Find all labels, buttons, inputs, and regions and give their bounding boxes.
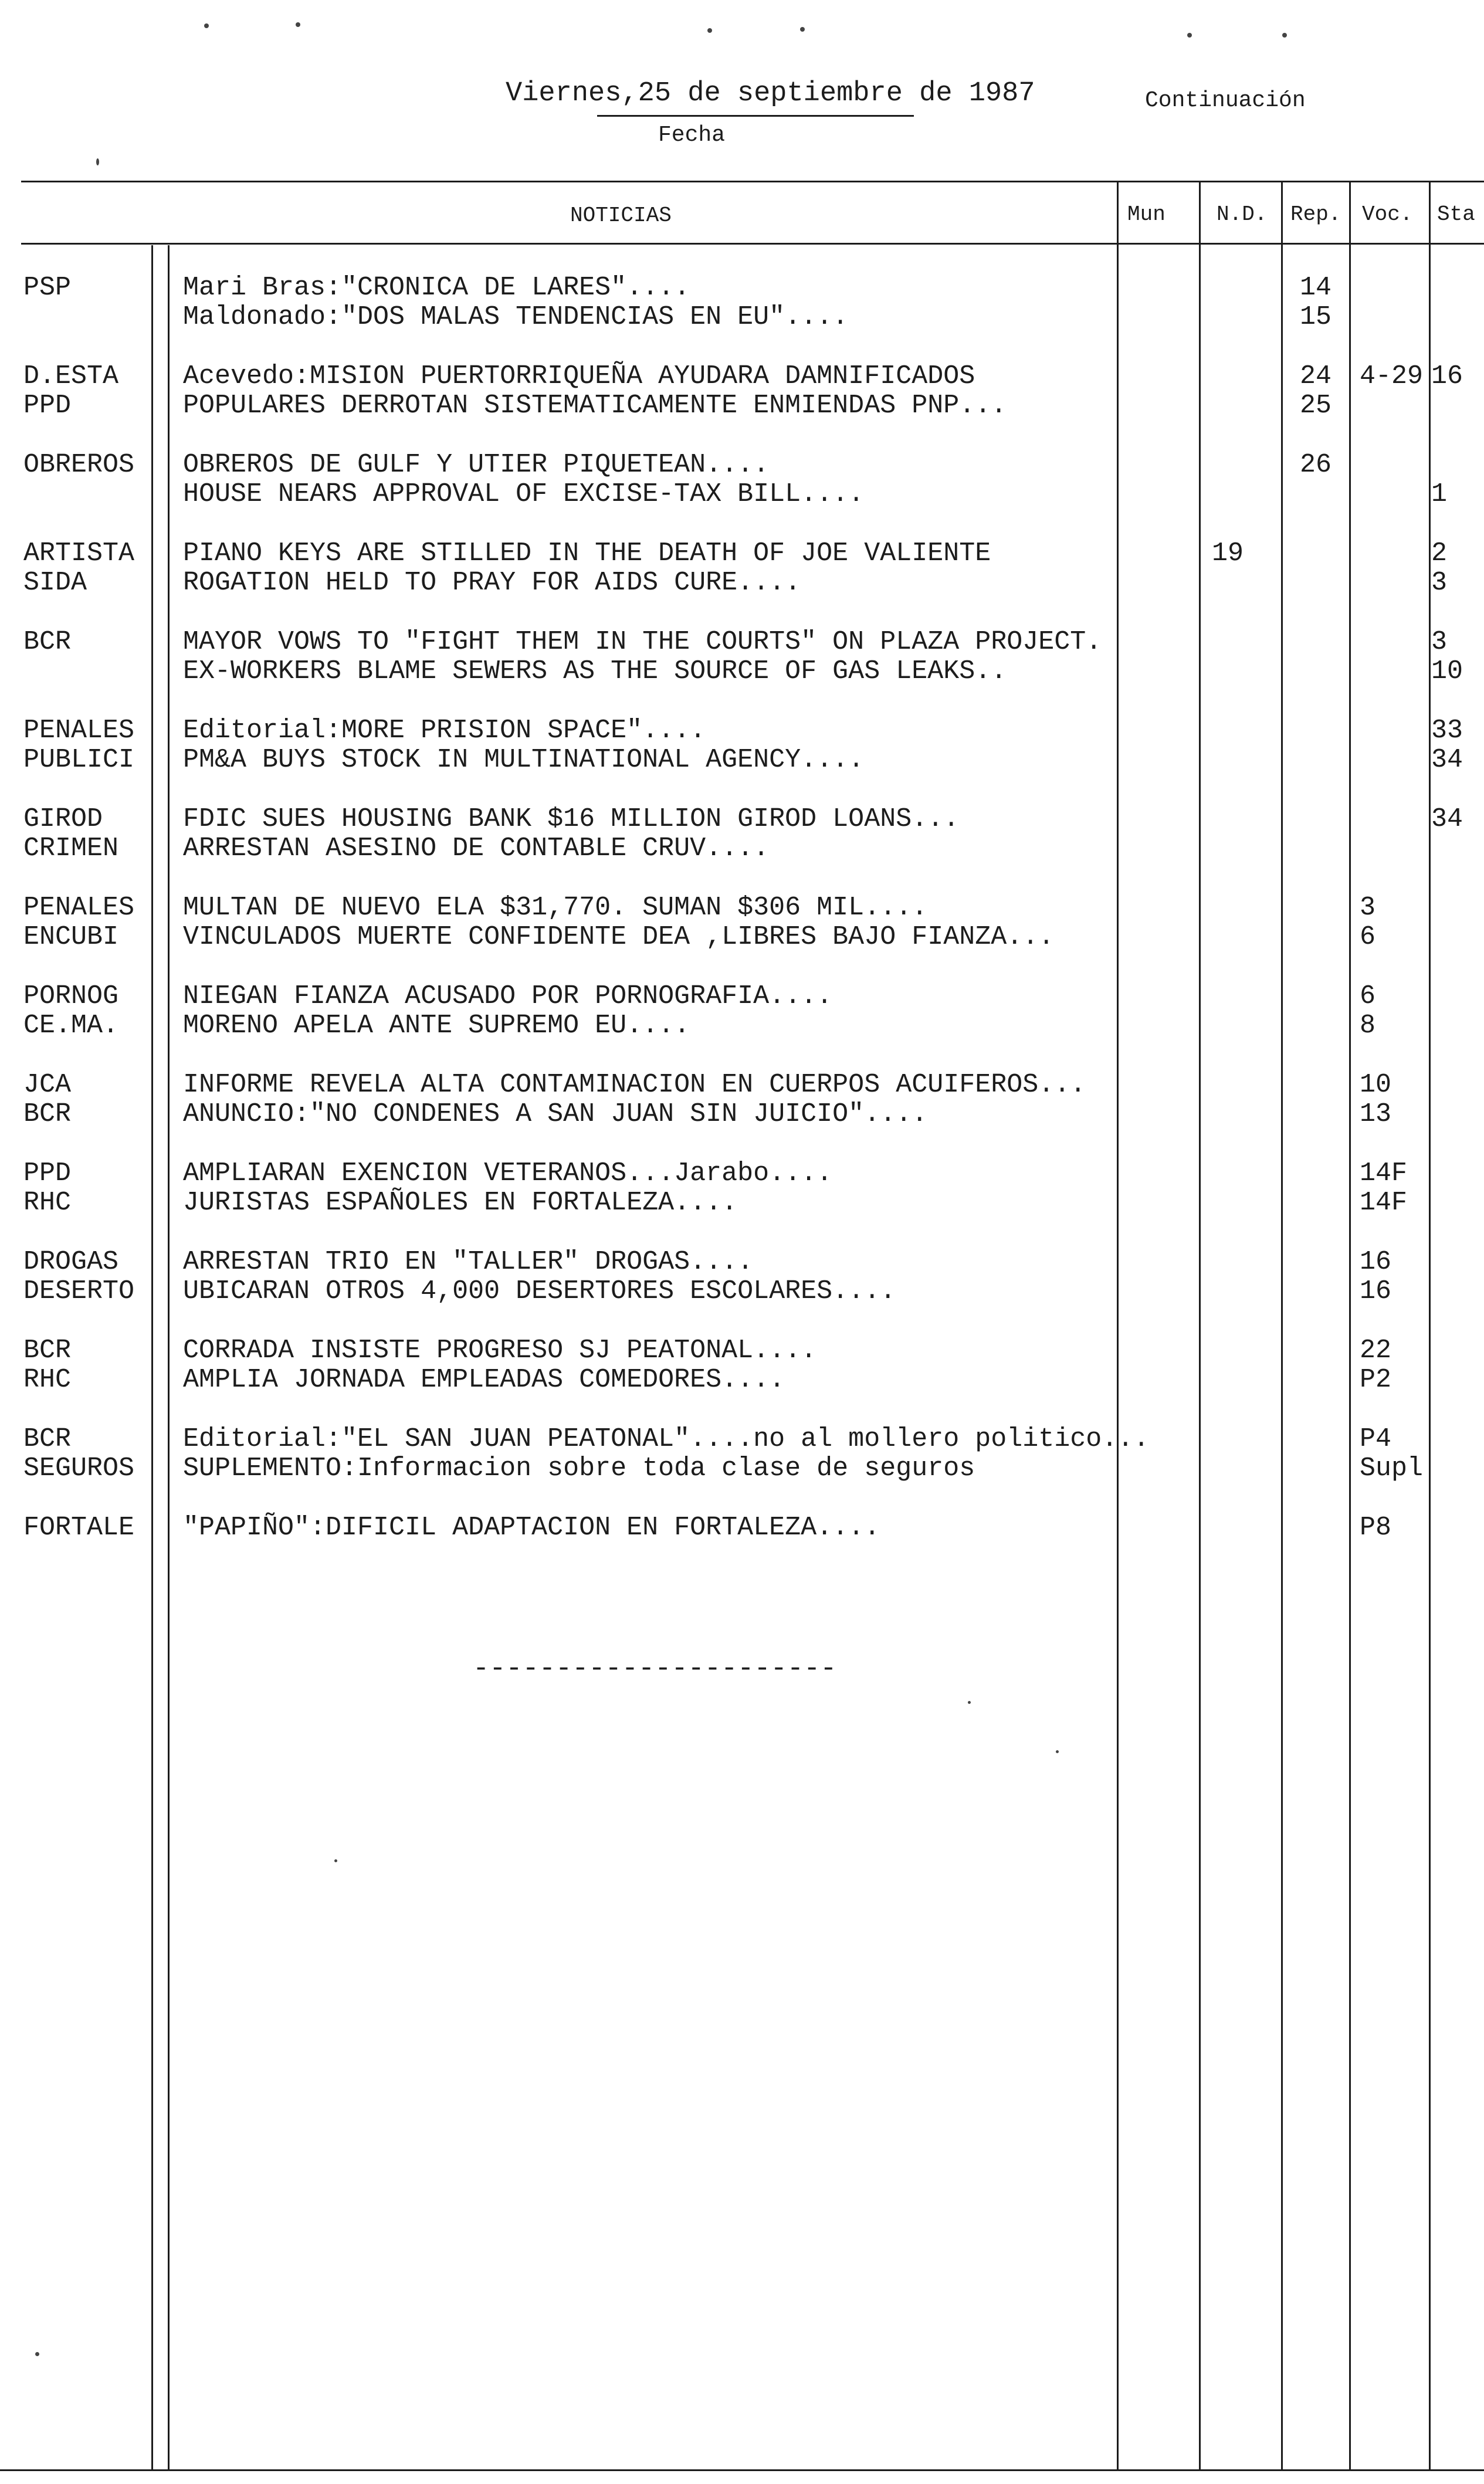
row-headline: ANUNCIO:"NO CONDENES A SAN JUAN SIN JUICIO"....	[183, 1099, 928, 1129]
speck	[968, 1701, 971, 1704]
row-headline: JURISTAS ESPAÑOLES EN FORTALEZA....	[183, 1188, 738, 1218]
row-category: D.ESTA	[23, 361, 119, 391]
row-voc: 13	[1360, 1099, 1392, 1129]
date-underline	[597, 115, 914, 117]
row-voc: Supl	[1360, 1453, 1424, 1483]
column-header-voc: Voc.	[1362, 202, 1413, 226]
row-headline: NIEGAN FIANZA ACUSADO POR PORNOGRAFIA....	[183, 981, 833, 1011]
row-headline: OBREROS DE GULF Y UTIER PIQUETEAN....	[183, 450, 770, 480]
column-divider-rep	[1281, 182, 1283, 2469]
row-category: JCA	[23, 1070, 72, 1100]
row-headline: ARRESTAN TRIO EN "TALLER" DROGAS....	[183, 1247, 754, 1277]
row-headline: MULTAN DE NUEVO ELA $31,770. SUMAN $306 MIL....	[183, 893, 928, 923]
row-star: 16	[1431, 361, 1463, 391]
row-headline: "PAPIÑO":DIFICIL ADAPTACION EN FORTALEZA....	[183, 1513, 880, 1543]
row-category: GIROD	[23, 804, 103, 834]
row-rep: 24	[1300, 361, 1332, 391]
row-headline: POPULARES DERROTAN SISTEMATICAMENTE ENMIENDAS PNP...	[183, 391, 1007, 421]
row-headline: Acevedo:MISION PUERTORRIQUEÑA AYUDARA DAMNIFICADOS	[183, 361, 975, 391]
row-rep: 15	[1300, 302, 1332, 332]
speck	[1187, 33, 1192, 38]
column-divider-cat	[151, 245, 153, 2469]
date-text: Viernes,25 de septiembre de 1987	[506, 78, 1035, 109]
speck	[1056, 1750, 1059, 1753]
column-divider-nd	[1199, 182, 1201, 2469]
row-rep: 14	[1300, 273, 1332, 303]
row-headline: ARRESTAN ASESINO DE CONTABLE CRUV....	[183, 833, 770, 863]
column-divider-mun	[1117, 182, 1119, 2469]
row-headline: UBICARAN OTROS 4,000 DESERTORES ESCOLARES....	[183, 1276, 896, 1306]
row-category: DROGAS	[23, 1247, 119, 1277]
row-headline: Editorial:"EL SAN JUAN PEATONAL"....no al mollero politico...	[183, 1424, 1150, 1454]
row-headline: PM&A BUYS STOCK IN MULTINATIONAL AGENCY....	[183, 745, 865, 775]
table-header-rule	[21, 243, 1484, 245]
column-divider-cat-2	[168, 245, 170, 2469]
row-category: PENALES	[23, 893, 135, 923]
table-top-rule	[21, 181, 1484, 182]
row-voc: 16	[1360, 1247, 1392, 1277]
column-header-star: Sta	[1437, 202, 1475, 226]
row-category: BCR	[23, 1099, 72, 1129]
row-voc: P4	[1360, 1424, 1392, 1454]
continuation-label: Continuación	[1145, 88, 1306, 113]
row-category: RHC	[23, 1365, 72, 1395]
row-headline: AMPLIA JORNADA EMPLEADAS COMEDORES....	[183, 1365, 785, 1395]
table-bottom-rule	[0, 2469, 1484, 2471]
column-divider-voc	[1349, 182, 1351, 2469]
row-voc: 6	[1360, 981, 1376, 1011]
row-category: CRIMEN	[23, 833, 119, 863]
column-header-news: NOTICIAS	[570, 204, 672, 228]
row-category: ENCUBI	[23, 922, 119, 952]
row-headline: MORENO APELA ANTE SUPREMO EU....	[183, 1011, 690, 1041]
row-voc: 14F	[1360, 1158, 1408, 1188]
row-headline: FDIC SUES HOUSING BANK $16 MILLION GIROD LOANS...	[183, 804, 960, 834]
row-category: PUBLICI	[23, 745, 135, 775]
row-star: 1	[1431, 479, 1448, 509]
row-headline: ROGATION HELD TO PRAY FOR AIDS CURE....	[183, 568, 801, 598]
speck	[96, 158, 99, 165]
row-headline: MAYOR VOWS TO "FIGHT THEM IN THE COURTS" ON PLAZA PROJECT.	[183, 627, 1102, 657]
row-category: BCR	[23, 1424, 72, 1454]
footer-dashed-rule: ----------------------	[473, 1653, 837, 1685]
row-category: RHC	[23, 1188, 72, 1218]
row-voc: 16	[1360, 1276, 1392, 1306]
row-category: PPD	[23, 391, 72, 421]
row-star: 3	[1431, 568, 1448, 598]
row-category: PPD	[23, 1158, 72, 1188]
speck	[334, 1859, 337, 1862]
speck	[35, 2352, 39, 2356]
row-headline: EX-WORKERS BLAME SEWERS AS THE SOURCE OF GAS LEAKS..	[183, 656, 1007, 686]
speck	[707, 28, 712, 33]
row-star: 34	[1431, 745, 1463, 775]
row-category: SIDA	[23, 568, 87, 598]
row-voc: 8	[1360, 1011, 1376, 1041]
column-divider-star	[1429, 182, 1431, 2469]
row-star: 10	[1431, 656, 1463, 686]
row-voc: 4-29	[1360, 361, 1424, 391]
row-voc: 10	[1360, 1070, 1392, 1100]
row-star: 3	[1431, 627, 1448, 657]
row-headline: INFORME REVELA ALTA CONTAMINACION EN CUERPOS ACUIFEROS...	[183, 1070, 1086, 1100]
row-voc: 6	[1360, 922, 1376, 952]
speck	[204, 23, 209, 28]
row-headline: Mari Bras:"CRONICA DE LARES"....	[183, 273, 690, 303]
row-rep: 26	[1300, 450, 1332, 480]
row-voc: 14F	[1360, 1188, 1408, 1218]
row-category: PENALES	[23, 716, 135, 745]
column-header-mun: Mun	[1127, 202, 1165, 226]
row-category: OBREROS	[23, 450, 135, 480]
row-category: FORTALE	[23, 1513, 135, 1543]
row-star: 33	[1431, 716, 1463, 745]
row-star: 2	[1431, 538, 1448, 568]
row-headline: CORRADA INSISTE PROGRESO SJ PEATONAL....	[183, 1336, 817, 1365]
row-headline: HOUSE NEARS APPROVAL OF EXCISE-TAX BILL....	[183, 479, 865, 509]
row-category: BCR	[23, 627, 72, 657]
row-category: PORNOG	[23, 981, 119, 1011]
row-headline: Maldonado:"DOS MALAS TENDENCIAS EN EU"....	[183, 302, 849, 332]
row-voc: 22	[1360, 1336, 1392, 1365]
row-category: BCR	[23, 1336, 72, 1365]
row-category: DESERTO	[23, 1276, 135, 1306]
row-star: 34	[1431, 804, 1463, 834]
speck	[296, 22, 300, 27]
row-headline: SUPLEMENTO:Informacion sobre toda clase de seguros	[183, 1453, 975, 1483]
row-headline: Editorial:MORE PRISION SPACE"....	[183, 716, 706, 745]
row-voc: 3	[1360, 893, 1376, 923]
row-headline: PIANO KEYS ARE STILLED IN THE DEATH OF JOE VALIENTE	[183, 538, 991, 568]
column-header-rep: Rep.	[1290, 202, 1341, 226]
row-category: SEGUROS	[23, 1453, 135, 1483]
row-category: CE.MA.	[23, 1011, 119, 1041]
speck	[800, 27, 805, 32]
row-headline: VINCULADOS MUERTE CONFIDENTE DEA ,LIBRES BAJO FIANZA...	[183, 922, 1055, 952]
row-voc: P8	[1360, 1513, 1392, 1543]
date-label: Fecha	[658, 123, 726, 148]
row-category: ARTISTA	[23, 538, 135, 568]
row-category: PSP	[23, 273, 72, 303]
speck	[1282, 33, 1287, 38]
row-headline: AMPLIARAN EXENCION VETERANOS...Jarabo....	[183, 1158, 833, 1188]
row-nd: 19	[1212, 538, 1244, 568]
row-voc: P2	[1360, 1365, 1392, 1395]
row-rep: 25	[1300, 391, 1332, 421]
column-header-nd: N.D.	[1217, 202, 1268, 226]
